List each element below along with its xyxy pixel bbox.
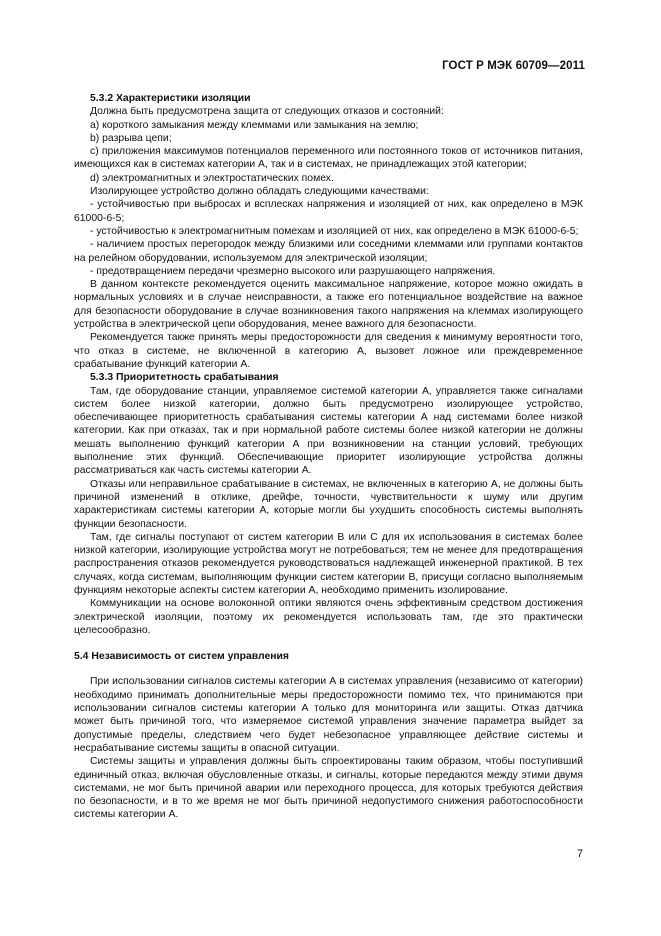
list-item: b) разрыва цепи; [90, 132, 172, 144]
paragraph: Изолирующее устройство должно обладать следующими качествами: [90, 186, 429, 198]
list-item: - устойчивостью к электромагнитным помехам и изоляцией от них, как определено в МЭК 61000-6-5; [90, 225, 579, 237]
paragraph: Должна быть предусмотрена защита от следующих отказов и состояний: [90, 106, 444, 118]
paragraph: В данном контексте рекомендуется оценить максимальное напряжение, которое можно ожидать в нормальных условиях и в случае неисправности, а также его потенциальное воздействие на важное для безопасности оборудование в случае возникновения такого напряжения на клеммах изолирующего устройства в электрической цепи оборудования, менее важного для безопасности. [74, 279, 583, 331]
paragraph: Системы защиты и управления должны быть спроектированы таким образом, чтобы поступивший единичный отказ, включая обусловленные отказы, и сигналы, которые передаются между этими двумя системами, не мог быть причиной аварии или переходного процесса, для которых требуются действия по безопасности, и в то же время не мог быть причиной недопустимого снижения работоспособности системы категории А. [74, 756, 583, 821]
paragraph: Коммуникации на основе волоконной оптики являются очень эффективным средством достижения электрической изоляции, поэтому их рекомендуется использовать там, где это практически целесообразно. [74, 598, 583, 636]
section-heading-5-3-3: 5.3.3 Приоритетность срабатывания [90, 372, 279, 384]
paragraph: Рекомендуется также принять меры предосторожности для сведения к минимуму вероятности того, что отказ в системе, не включенной в категорию А, вызовет ложное или преждевременное срабатывание функций категории А. [74, 332, 583, 370]
section-heading-5-3-2: 5.3.2 Характеристики изоляции [90, 93, 251, 104]
paragraph: При использовании сигналов системы категории А в системах управления (независимо от категории) необходимо принимать дополнительные меры предосторожности помимо тех, что принимаются при использовании сигналов системы категории А только для мониторинга или защиты. Отказ датчика может быть причиной того, что измеряемое системой управления значение параметра выйдет за допустимые пределы, следствием чего будет небезопасное управляющее действие системы и несрабатывание системы защиты в опасной ситуации. [74, 676, 583, 754]
list-item: d) электромагнитных и электростатических помех. [90, 172, 334, 184]
list-item: - наличием простых перегородок между близкими или соседними клеммами или группами контактов на релейном оборудовании, используемом для электрической изоляции; [74, 239, 583, 264]
standard-designation: ГОСТ Р МЭК 60709—2011 [442, 60, 585, 72]
list-item: - устойчивостью при выбросах и всплесках напряжения и изоляцией от них, как определено в МЭК 61000-6-5; [74, 199, 583, 224]
list-item: - предотвращением передачи чрезмерно высокого или разрушающего напряжения. [90, 265, 496, 277]
section-heading-5-4: 5.4 Независимость от систем управления [74, 651, 289, 663]
list-item: а) короткого замыкания между клеммами или замыкания на землю; [90, 119, 419, 131]
paragraph: Там, где оборудование станции, управляемое системой категории А, управляется также сигналами систем более низкой категории, должно быть предусмотрено изолирующее устройство, обеспечивающее приоритетность срабатывания системы категории А над системами более низкой категории. Как при отказах, так и при нормальной работе системы более низкой категории не должны мешать выполнению функций категории А при возникновении на станции условий, требующих выполнение этих функций. Обеспечивающие приоритет изолирующие устройства должны рассматриваться как часть системы категории А. [74, 385, 583, 477]
list-item: c) приложения максимумов потенциалов переменного или постоянного токов от источников питания, имеющихся как в системах категории А, так и в системах, не принадлежащих этой категории; [74, 146, 583, 171]
body-text [74, 92, 583, 822]
paragraph: Там, где сигналы поступают от систем категории В или С для их использования в системах более низкой категории, изолирующие устройства могут не потребоваться; тем не менее для предотвращения распространения отказов рекомендуется руководствоваться надлежащей инженерной практикой. В тех случаях, когда системам, выполняющим функции систем категории В, присущи согласно выполняемым функциям некоторые аспекты систем категории А, необходимо применить изолирование. [74, 531, 583, 596]
paragraph: Отказы или неправильное срабатывание в системах, не включенных в категорию А, не должны быть причиной изменений в отклике, дрейфе, точности, чувствительности к шуму или другим характеристикам системы категории А, которые могли бы ухудшить способность системы выполнять функции безопасности. [74, 478, 583, 530]
page-number: 7 [576, 848, 583, 860]
